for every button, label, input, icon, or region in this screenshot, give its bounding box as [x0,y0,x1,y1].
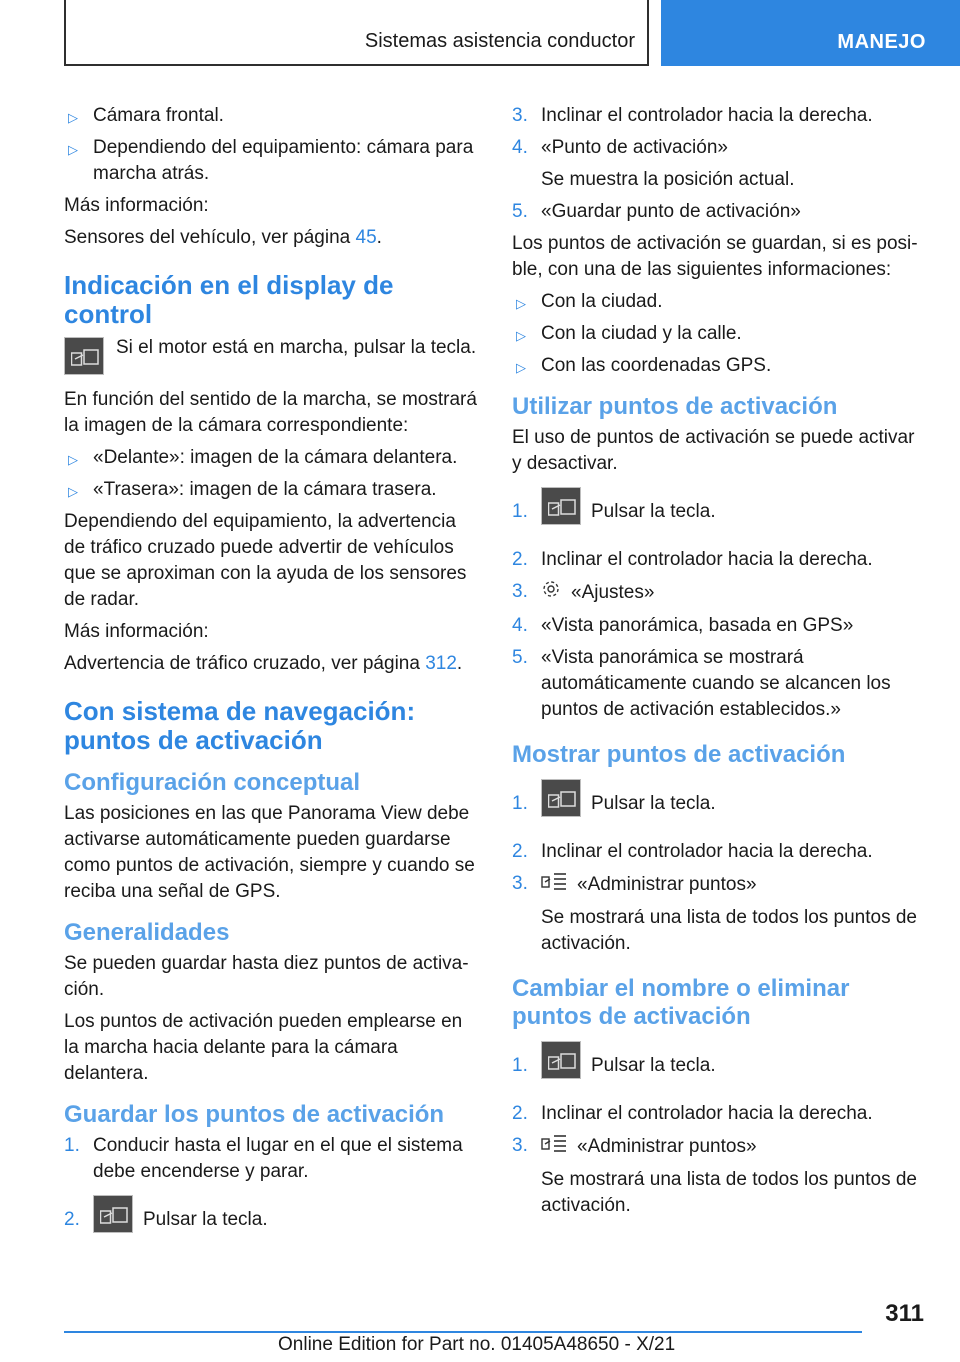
list-item: 2. Pulsar la tecla. [64,1207,482,1249]
step-note: Se mostrará una lista de todos los puntos de activación. [541,1169,918,1216]
triangle-bullet-icon: ▷ [68,110,78,125]
footer-edition: Online Edition for Part no. 01405A48650 - X/21 [278,1334,676,1355]
instruction-row [64,335,482,375]
heading-display: Indicación en el display de control [64,270,394,329]
camera-button-icon [541,1041,581,1079]
heading-rename: Cambiar el nombre o eliminar puntos de activación [512,975,850,1030]
list-item: ▷ «Trasera»: imagen de la cámara trasera. [64,477,482,503]
page-link[interactable]: 312 [425,653,457,674]
triangle-bullet-icon: ▷ [516,360,526,375]
triangle-bullet-icon: ▷ [516,296,526,311]
list-item: ▷ Con las coordenadas GPS. [512,353,922,379]
list-item: 1. Conducir hasta el lugar en el que el sistema debe encenderse y parar. [64,1135,463,1182]
cross-reference: Sensores del vehículo, ver página 45. [64,227,382,248]
header-section-box [64,0,649,66]
camera-button-icon [93,1195,133,1233]
camera-button-icon [64,337,104,375]
list-item: 2. Inclinar el controlador hacia la derecha. [512,841,873,862]
heading-general: Generalidades [64,919,230,946]
gear-icon [541,579,561,607]
list-settings-icon [541,1133,567,1161]
footer-divider [64,1331,862,1333]
heading-show: Mostrar puntos de activación [512,741,846,768]
list-item: 4. «Vista panorámica, basada en GPS» [512,615,854,636]
heading-concept: Configuración conceptual [64,769,361,796]
paragraph: Se pueden guardar hasta diez puntos de activa‐ ción. [64,953,469,1000]
more-info-label: Más información: [64,621,209,642]
list-item: 4. «Punto de activación» [512,137,728,158]
list-item: 2. Inclinar el controlador hacia la derecha. [512,1103,873,1124]
press-instruction: Si el motor está en marcha, pulsar la tecla. [116,337,477,358]
list-item: ▷ Con la ciudad. [512,289,922,315]
list-item: 3. «Administrar puntos» [512,871,922,899]
paragraph: El uso de puntos de activación se puede activar y desactivar. [512,427,915,474]
paragraph: Las posiciones en las que Panorama View debe activarse automáticamente pueden guardarse como puntos de activación, siempre y cuando se reciba una señal de GPS. [64,803,475,902]
list-item: ▷ «Delante»: imagen de la cámara delantera. [64,445,482,471]
heading-navigation: Con sistema de navegación: puntos de activación [64,696,416,755]
heading-use: Utilizar puntos de activación [512,393,838,420]
page-number: 311 [885,1300,924,1327]
left-column [64,103,482,1255]
list-item: ▷ Con la ciudad y la calle. [512,321,922,347]
camera-button-icon [541,487,581,525]
list-item: 2. Inclinar el controlador hacia la derecha. [512,549,873,570]
paragraph: Los puntos de activación pueden emplearse en la marcha hacia delante para la cámara delantera. [64,1011,463,1084]
camera-button-icon [541,779,581,817]
list-item: ▷ Dependiendo del equipamiento: cámara para marcha atrás. [68,137,474,184]
paragraph: Los puntos de activación se guardan, si es posi‐ ble, con una de las siguientes informaciones: [512,233,918,280]
list-item: 3. «Ajustes» [512,579,922,607]
triangle-bullet-icon: ▷ [68,142,78,157]
step-note: Se muestra la posición actual. [541,169,795,190]
paragraph: En función del sentido de la marcha, se mostrará la imagen de la cámara correspondiente: [64,389,477,436]
list-item: ▷ Cámara frontal. [64,103,482,129]
list-item: 5. «Guardar punto de activación» [512,201,801,222]
list-item: 1. Pulsar la tecla. [512,499,922,541]
triangle-bullet-icon: ▷ [516,328,526,343]
list-item: 3. «Administrar puntos» [512,1133,922,1161]
triangle-bullet-icon: ▷ [68,484,78,499]
header-chapter-tab [661,0,960,66]
list-item: 5. «Vista panorámica se mostrará automáticamente cuando se alcancen los puntos de activación establecidos.» [512,647,891,720]
triangle-bullet-icon: ▷ [68,452,78,467]
right-column [512,103,922,1225]
page-link[interactable]: 45 [355,227,377,248]
section-title: Sistemas asistencia conductor [364,30,635,52]
list-item: 1. Pulsar la tecla. [512,791,922,833]
heading-save: Guardar los puntos de activación [64,1101,445,1128]
more-info-label: Más información: [64,195,209,216]
paragraph: Dependiendo del equipamiento, la advertencia de tráfico cruzado puede advertir de vehículos que se aproximan con la ayuda de los sensores de radar. [64,511,467,610]
list-item: 1. Pulsar la tecla. [512,1053,922,1095]
list-item: 3. Inclinar el controlador hacia la derecha. [512,105,873,126]
chapter-title: MANEJO [837,31,926,53]
cross-reference: Advertencia de tráfico cruzado, ver página 312. [64,653,463,674]
step-note: Se mostrará una lista de todos los puntos de activación. [541,907,918,954]
list-settings-icon [541,871,567,899]
